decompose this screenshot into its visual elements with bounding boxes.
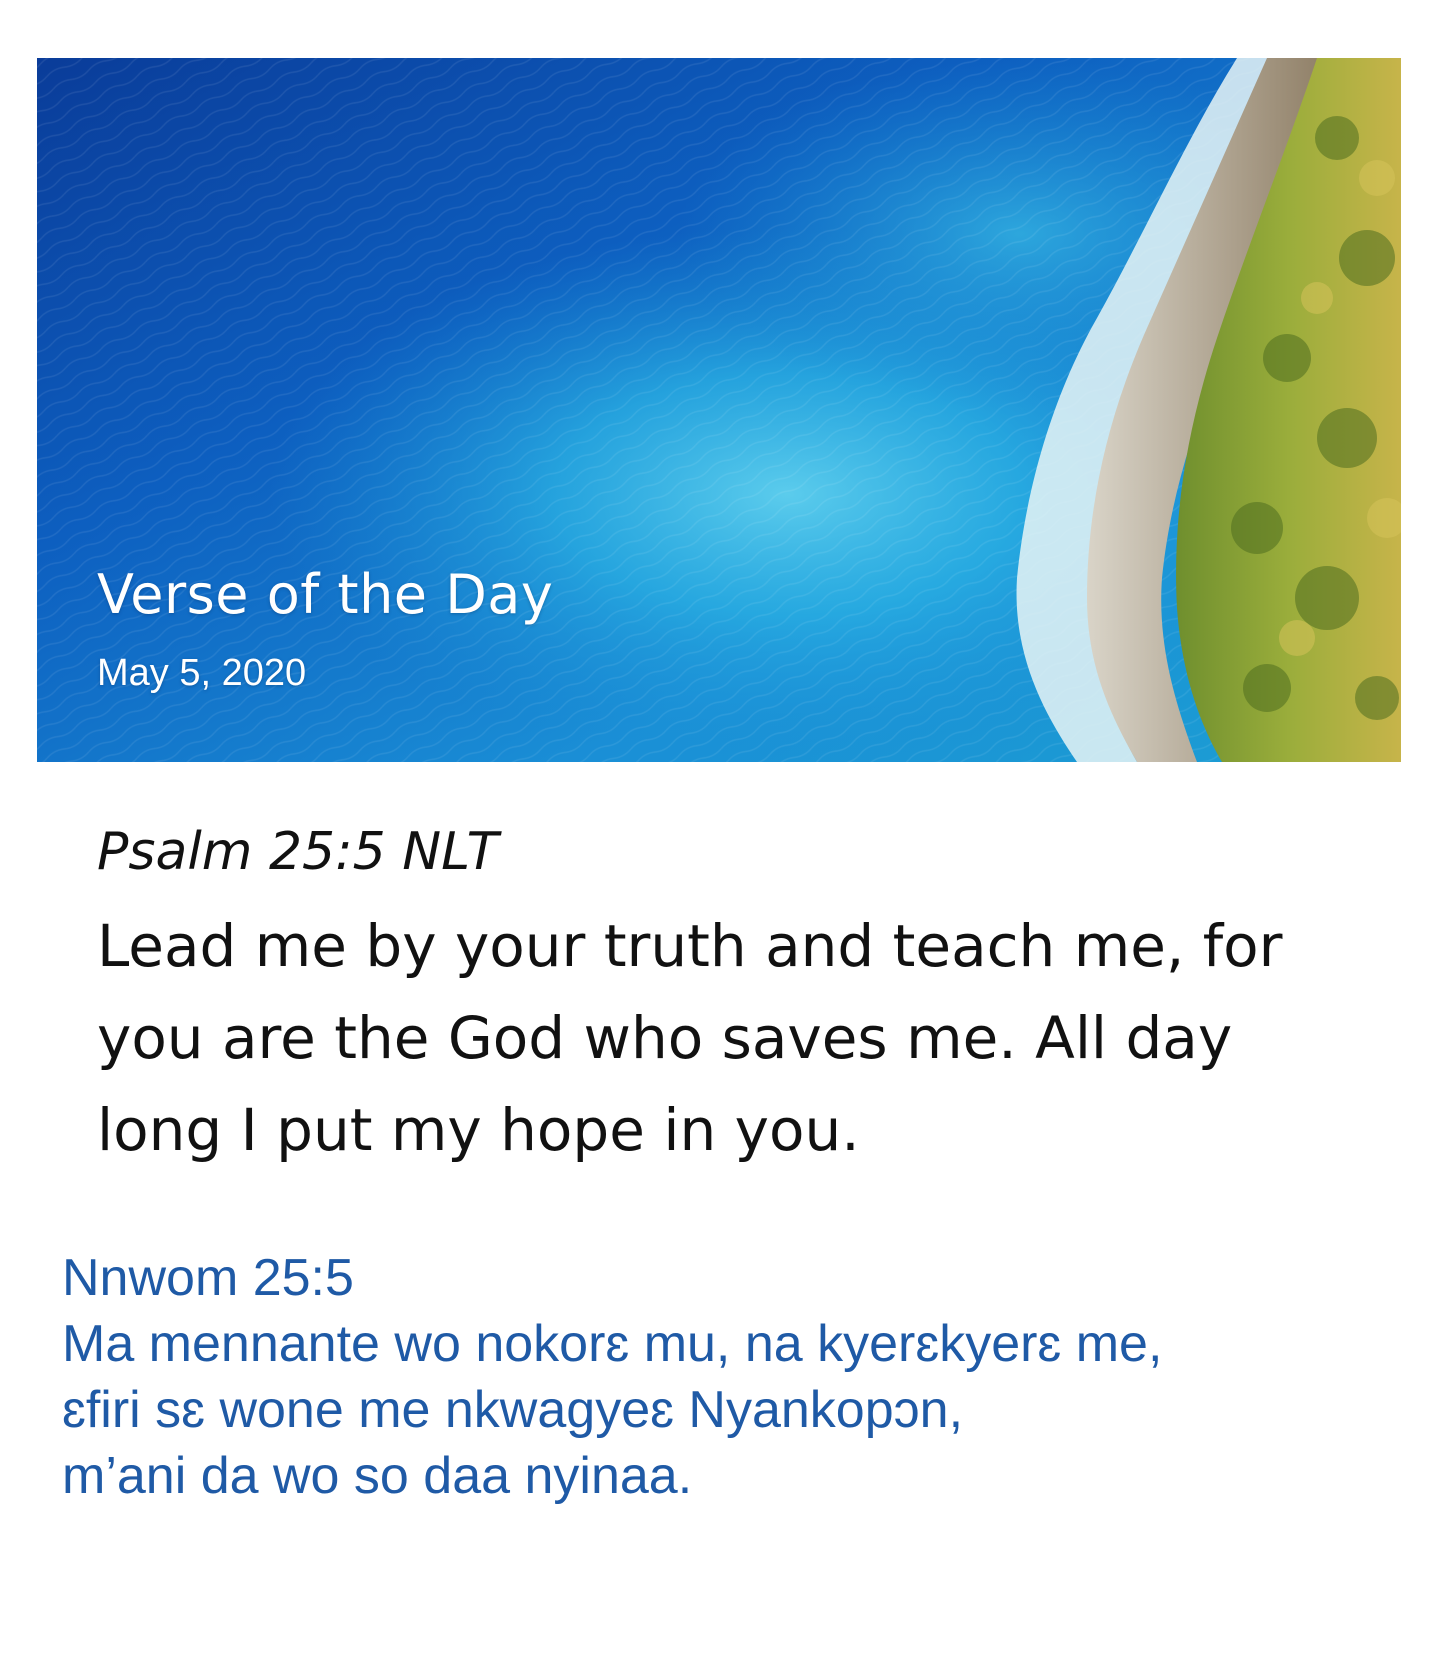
translation-line: Ma mennante wo nokorɛ mu, na kyerɛkyerɛ me, bbox=[62, 1315, 1163, 1373]
verse-text: Lead me by your truth and teach me, for you are the God who saves me. All day long I put my hope in you. bbox=[97, 912, 1283, 1164]
verse-of-the-day-banner[interactable] bbox=[37, 58, 1401, 762]
translation-line: ɛfiri sɛ wone me nkwagyeɛ Nyankopɔn, bbox=[62, 1381, 964, 1439]
verse-section bbox=[97, 812, 1377, 1176]
translation-reference: Nnwom 25:5 bbox=[62, 1249, 354, 1307]
translation-section bbox=[62, 1245, 1402, 1509]
banner-title: Verse of the Day bbox=[97, 563, 554, 626]
banner-date: May 5, 2020 bbox=[97, 652, 307, 694]
translation-line: m’ani da wo so daa nyinaa. bbox=[62, 1447, 693, 1505]
verse-reference[interactable]: Psalm 25:5 NLT bbox=[97, 822, 499, 882]
